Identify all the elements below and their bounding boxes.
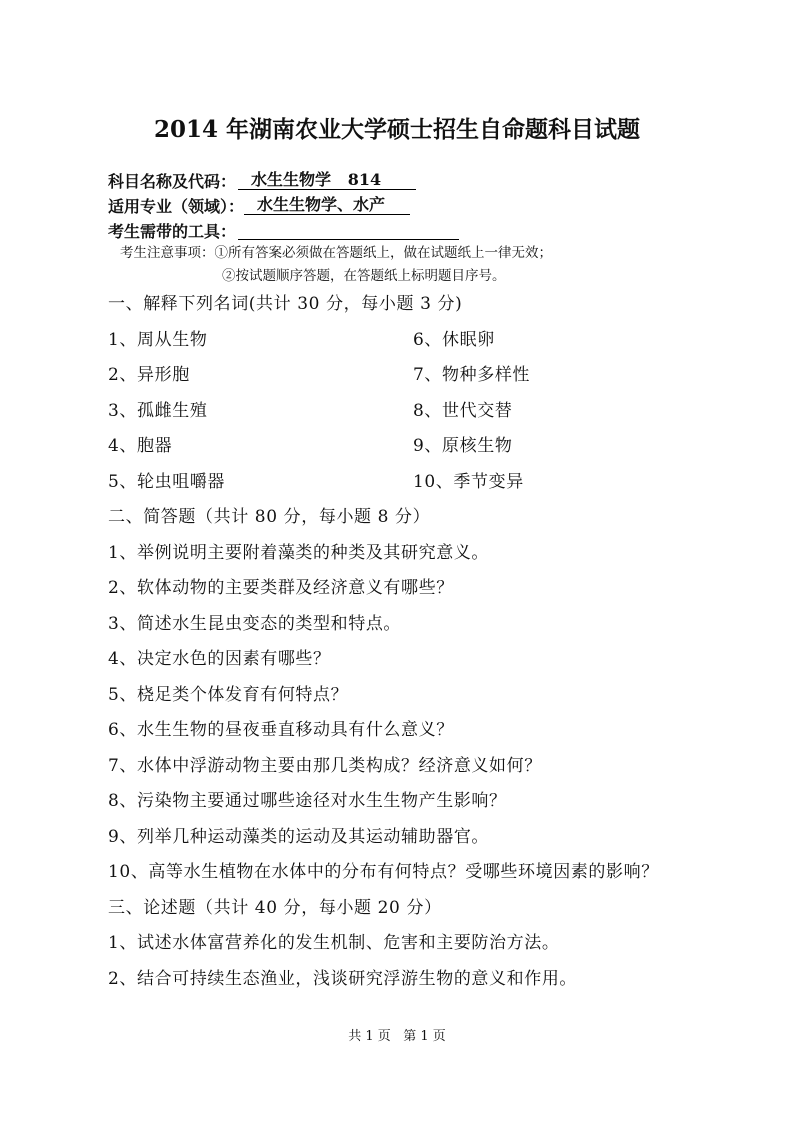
notice-line-2 — [222, 265, 506, 287]
term-item: 8、世代交替 — [413, 400, 513, 421]
subject-value: 水生生物学 814 — [238, 169, 416, 190]
question-item: 4、决定水色的因素有哪些？ — [108, 649, 331, 669]
term-item: 1、周从生物 — [108, 329, 208, 350]
term-row — [108, 358, 768, 394]
term-item: 3、孤雌生殖 — [108, 400, 208, 421]
question-item: 5、桡足类个体发育有何特点？ — [108, 684, 349, 705]
section-heading: 二、简答题（共计 80 分，每小题 8 分） — [108, 507, 431, 527]
major-label: 适用专业（领域）： — [108, 197, 245, 216]
question-item: 7、水体中浮游动物主要由那几类构成？经济意义如何？ — [108, 755, 542, 776]
term-item: 10、季节变异 — [413, 471, 524, 492]
tools-row — [108, 219, 708, 244]
question-item: 2、软体动物的主要类群及经济意义有哪些？ — [108, 578, 454, 598]
essay-item: 2、结合可持续生态渔业，浅谈研究浮游生物的意义和作用。 — [108, 968, 578, 989]
section-heading: 三、论述题（共计 40 分，每小题 20 分） — [108, 897, 442, 918]
tools-label: 考生需带的工具： — [108, 222, 237, 241]
term-item: 6、休眠卵 — [413, 329, 495, 350]
term-row — [108, 465, 768, 501]
notice-label: 考生注意事项： — [120, 245, 215, 261]
question-item: 10、高等水生植物在水体中的分布有何特点？受哪些环境因素的影响？ — [108, 862, 659, 882]
exam-body — [108, 287, 768, 997]
term-item: 2、异形胞 — [108, 365, 190, 385]
essay-item: 1、试述水体富营养化的发生机制、危害和主要防治方法。 — [108, 933, 560, 953]
question-item: 9、列举几种运动藻类的运动及其运动辅助器官。 — [108, 826, 490, 847]
term-item: 7、物种多样性 — [413, 365, 531, 385]
section-heading: 一、解释下列名词(共计 30 分，每小题 3 分) — [108, 294, 463, 314]
notice-item-2: ②按试题顺序答题，在答题纸上标明题目序号。 — [222, 268, 506, 284]
subject-label: 科目名称及代码： — [108, 172, 237, 191]
question-item: 1、举例说明主要附着藻类的种类及其研究意义。 — [108, 542, 490, 563]
exam-header — [108, 169, 708, 244]
term-item: 4、胞器 — [108, 436, 173, 456]
notice-item-1: ①所有答案必须做在答题纸上，做在试题纸上一律无效； — [214, 245, 552, 261]
term-row — [108, 394, 768, 430]
major-value: 水生生物学、水产 — [244, 194, 410, 215]
term-row — [108, 429, 768, 465]
question-item: 3、简述水生昆虫变态的类型和特点。 — [108, 613, 402, 634]
exam-title: 2014 年湖南农业大学硕士招生自命题科目试题 — [153, 116, 641, 143]
notice-line-1 — [120, 242, 552, 264]
question-item: 6、水生生物的昼夜垂直移动具有什么意义？ — [108, 720, 454, 740]
tools-blank-line — [238, 219, 459, 240]
term-row — [108, 323, 768, 359]
page-footer: 共 1 页 第 1 页 — [348, 1029, 446, 1044]
subject-row — [108, 169, 708, 194]
term-item: 5、轮虫咀嚼器 — [108, 471, 226, 492]
major-row — [108, 194, 708, 219]
question-item: 8、污染物主要通过哪些途径对水生生物产生影响？ — [108, 791, 507, 811]
term-item: 9、原核生物 — [413, 436, 513, 456]
